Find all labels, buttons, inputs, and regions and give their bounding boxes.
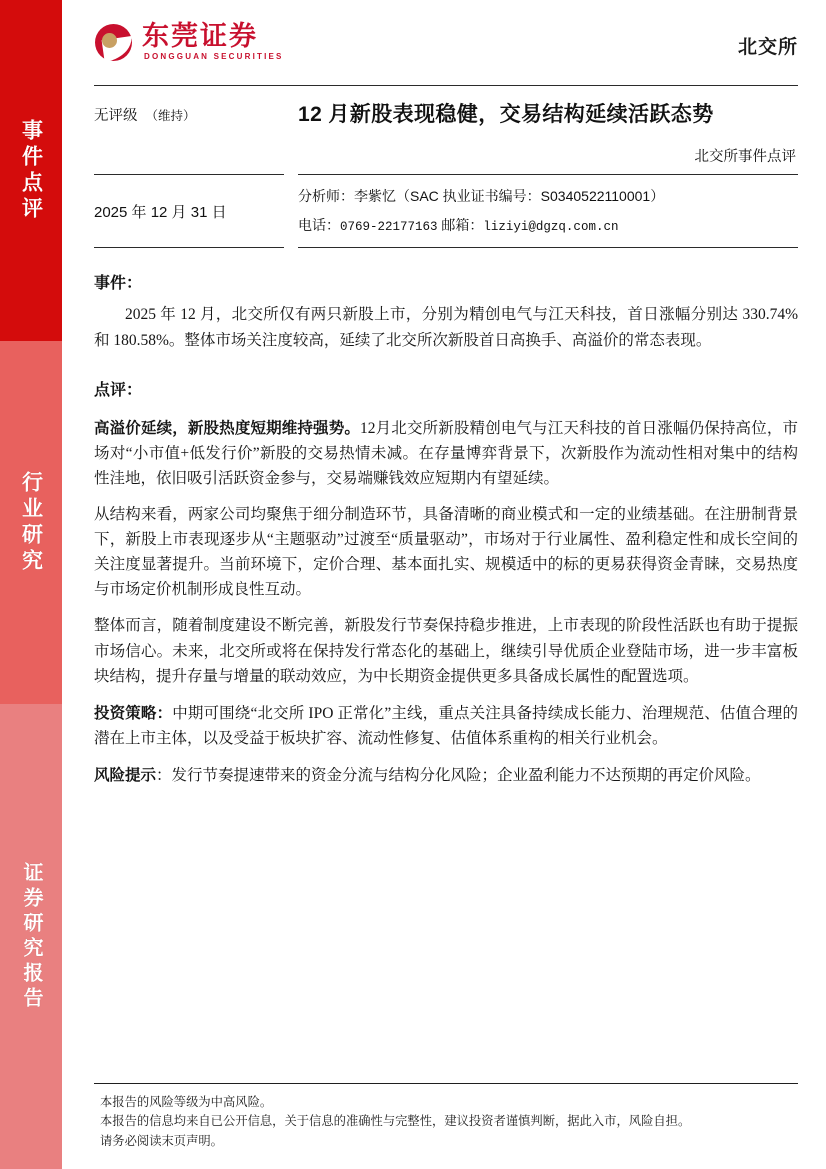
analyst-contact	[298, 205, 798, 248]
rating-value: 无评级	[94, 108, 138, 124]
event-paragraph: 2025 年 12 月，北交所仅有两只新股上市，分别为精创电气与江天科技，首日涨幅分别达 330.74%和 180.58%。整体市场关注度较高，延续了北交所次新股首日高换手、高溢价的常态表现。	[94, 306, 798, 349]
logo-name-en: DONGGUAN SECURITIES	[144, 52, 284, 61]
investment-strategy-lead: 投资策略：	[94, 704, 173, 722]
commentary-paragraph-1-text: 12月北交所新股精创电气与江天科技的首日涨幅仍保持高位，市场对“小市值+低发行价”新股的交易热情未减。在存量博弈背景下，次新股作为流动性相对集中的结构性洼地，依旧吸引活跃资金参与，交易端赚钱效应短期内有望延续。	[94, 419, 798, 487]
side-band-label-securities-research-report: 证券研究报告	[20, 861, 42, 1012]
date-cell	[94, 175, 284, 222]
commentary-paragraph-3-text: 整体而言，随着制度建设不断完善，新股发行节奏保持稳步推进，上市表现的阶段性活跃也有助于提振市场信心。未来，北交所或将在保持发行常态化的基础上，继续引导优质企业登陆市场，进一步丰富板块结构，提升存量与增量的联动效应，为中长期资金提供更多具备成长属性的配置选项。	[94, 617, 798, 685]
risk-warning-text: ：发行节奏提速带来的资金分流与结构分化风险；企业盈利能力不达预期的再定价风险。	[156, 766, 761, 784]
commentary-paragraph-1	[94, 416, 798, 491]
masthead	[94, 14, 798, 86]
rating-cell	[94, 86, 284, 125]
title-cell	[284, 86, 798, 174]
commentary-paragraph-2	[94, 502, 798, 602]
header-divider-right-bottom	[284, 247, 798, 248]
report-date: 2025 年 12 月 31 日	[94, 204, 227, 222]
rating-title-row	[94, 86, 798, 174]
vertical-side-band	[0, 0, 62, 1169]
company-logo	[94, 22, 284, 62]
email-label: 邮箱：	[437, 216, 484, 233]
section-heading-event: 事件：	[94, 275, 143, 293]
report-header-block	[94, 86, 798, 248]
side-band-block-industry-research	[0, 341, 62, 704]
header-divider-row-bottom	[94, 247, 798, 248]
analyst-email[interactable]: liziyi@dgzq.com.cn	[483, 219, 619, 234]
commentary-paragraph-1-lead: 高溢价延续，新股热度短期维持强势。	[94, 419, 361, 437]
rating-line	[94, 86, 284, 125]
analyst-phone: 0769-22177163	[340, 219, 438, 234]
footer-divider	[94, 1083, 798, 1084]
analyst-cell	[284, 175, 798, 247]
side-band-label-event-commentary: 事件点评	[19, 118, 43, 223]
dongguan-securities-logo-icon	[94, 22, 134, 62]
footer-line-read-statement: 请务必阅读末页声明。	[100, 1133, 223, 1148]
side-band-label-industry-research: 行业研究	[19, 470, 43, 575]
date-analyst-row	[94, 175, 798, 247]
phone-label: 电话：	[298, 216, 340, 233]
footer-line-disclaimer: 本报告的信息均来自已公开信息，关于信息的准确性与完整性，建议投资者谨慎判断，据此入市，风险自担。	[100, 1114, 691, 1129]
commentary-paragraph-2-text: 从结构来看，两家公司均聚焦于细分制造环节，具备清晰的商业模式和一定的业绩基础。在注册制背景下，新股上市表现逐步从“主题驱动”过渡至“质量驱动”，市场对于行业属性、盈利稳定性和成长空间的关注度显著提升。当前环境下，定价合理、基本面扎实、规模适中的标的更易获得资金青睐，交易热度与市场定价机制形成良性互动。	[94, 505, 798, 599]
risk-warning-paragraph	[94, 763, 798, 788]
side-band-block-event-commentary	[0, 0, 62, 341]
logo-name-cn: 东莞证券	[142, 21, 258, 51]
footer-line-risk-level: 本报告的风险等级为中高风险。	[100, 1094, 273, 1109]
section-heading-commentary: 点评：	[94, 381, 143, 399]
report-subtitle: 北交所事件点评	[694, 149, 796, 166]
commentary-paragraph-3	[94, 613, 798, 688]
rating-maintain-status: （维持）	[145, 109, 196, 123]
analyst-credentials: 分析师：李紫忆（SAC 执业证书编号：S0340522110001）	[298, 188, 665, 205]
investment-strategy-text: 中期可围绕“北交所 IPO 正常化”主线，重点关注具备持续成长能力、治理规范、估值合理的潜在上市主体，以及受益于板块扩容、流动性修复、估值体系重构的相关行业机会。	[94, 704, 798, 747]
page-title: 12 月新股表现稳健，交易结构延续活跃态势	[298, 103, 714, 126]
exchange-label: 北交所	[737, 37, 798, 58]
report-page	[62, 0, 826, 1169]
logo-wordmark	[142, 23, 284, 61]
side-band-block-securities-research-report	[0, 704, 62, 1169]
risk-warning-lead: 风险提示	[94, 766, 157, 784]
report-body	[94, 248, 798, 788]
investment-strategy-paragraph	[94, 701, 798, 751]
header-divider-left-bottom	[94, 247, 284, 248]
report-footer	[94, 1083, 798, 1151]
